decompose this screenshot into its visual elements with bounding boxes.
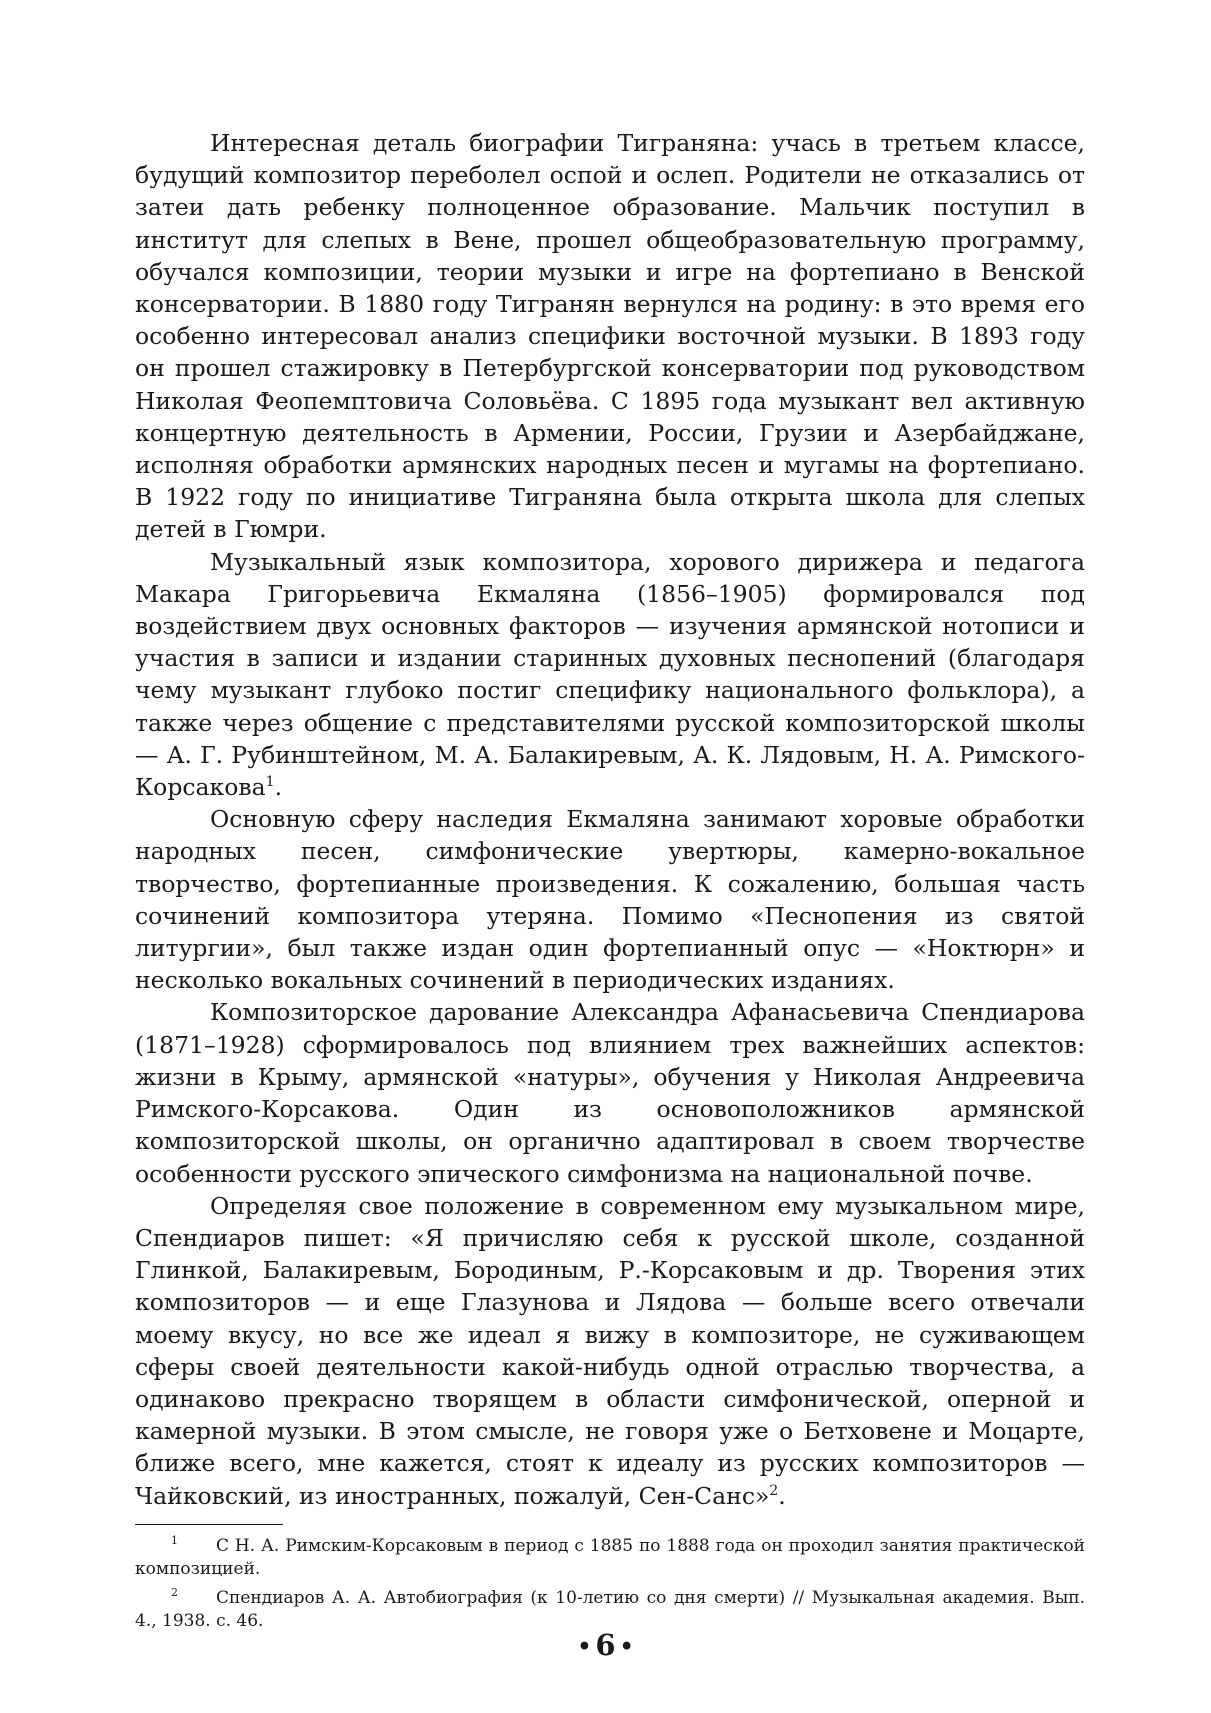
footnote-1-text: С Н. А. Римским-Корсаковым в период с 1885 по 1888 года он проходил занятия практической композицией.: [135, 1535, 1085, 1579]
footnote-ref-2[interactable]: 2: [769, 1482, 779, 1499]
paragraph-spendiarov-quote: [135, 1190, 1085, 1512]
paragraph-quote-end: .: [778, 1481, 786, 1510]
paragraph-ekmalyan: [135, 546, 1085, 804]
page-body: [135, 127, 1085, 1639]
footnote-separator: [135, 1524, 283, 1525]
footnote-2: 2 Спендиаров А. А. Автобиография (к 10-летию со дня смерти) // Музыкальная академия. Вып. 4., 1938. с. 46.: [135, 1586, 1085, 1631]
paragraph-spendiarov: Композиторское дарование Александра Афанасьевича Спендиарова (1871–1928) сформировалось под влиянием трех важнейших аспектов: жизни в Крыму, армянской «натуры», обучения у Николая Андреевича Римского-Корсакова. Один из основоположников армянской композиторской школы, он органично адаптировал в своем творчестве особенности русского эпического симфонизма на национальной почве.: [135, 998, 1085, 1188]
page-number-value: 6: [595, 1628, 616, 1662]
paragraph-quote-text: Определяя свое положение в современном ему музыкальном мире, Спендиаров пишет: «Я причисляю себя к русской школе, созданной Глинкой, Балакиревым, Бородиным, Р.-Корсаковым и др. Творения этих композиторов — и еще Глазунова и Лядова — больше всего отвечали моему вкусу, но все же идеал я вижу в композиторе, не суживающем сферы своей деятельности какой-нибудь одной отраслью творчества, а одинаково прекрасно творящем в области симфонической, оперной и камерной музыки. В этом смысле, не говоря уже о Бетховене и Моцарте, ближе всего, мне кажется, стоят к идеалу из русских композиторов — Чайковский, из иностранных, пожалуй, Сен-Санс»: [135, 1191, 1085, 1510]
paragraph-ekmalyan-legacy: Основную сферу наследия Екмаляна занимают хоровые обработки народных песен, симфонические увертюры, камерно-вокальное творчество, фортепианные произведения. К сожалению, большая часть сочинений композитора утеряна. Помимо «Песнопения из святой литургии», был также издан один фортепианный опус — «Ноктюрн» и несколько вокальных сочинений в периодических изданиях.: [135, 805, 1085, 995]
paragraph-tigranyan: Интересная деталь биографии Тиграняна: учась в третьем классе, будущий композитор переболел оспой и ослеп. Родители не отказались от затеи дать ребенку полноценное образование. Мальчик поступил в институт для слепых в Вене, прошел общеобразовательную программу, обучался композиции, теории музыки и игре на фортепиано в Венской консерватории. В 1880 году Тигранян вернулся на родину: в это время его особенно интересовал анализ специфики восточной музыки. В 1893 году он прошел стажировку в Петербургской консерватории под руководством Николая Феопемптовича Соловьёва. С 1895 года музыкант вел активную концертную деятельность в Армении, России, Грузии и Азербайджане, исполняя обработки армянских народных песен и мугамы на фортепиано. В 1922 году по инициативе Тиграняна была открыта школа для слепых детей в Гюмри.: [135, 129, 1085, 544]
footnote-1: 1 С Н. А. Римским-Корсаковым в период с 1885 по 1888 года он проходил занятия практической композицией.: [135, 1534, 1085, 1579]
footnote-ref-1[interactable]: 1: [265, 774, 275, 791]
paragraph-ekmalyan-end: .: [274, 773, 283, 802]
page-number: [0, 1628, 1211, 1662]
footnote-2-text: Спендиаров А. А. Автобиография (к 10-летию со дня смерти) // Музыкальная академия. Вып. 4., 1938. с. 46.: [135, 1587, 1085, 1631]
bullet-left-icon: •: [577, 1634, 592, 1660]
paragraph-ekmalyan-text: Музыкальный язык композитора, хорового дирижера и педагога Макара Григорьевича Екмаляна (1856–1905) формировался под воздействием двух основных факторов — изучения армянской нотописи и участия в записи и издании старинных духовных песнопений (благодаря чему музыкант глубоко постиг специфику национального фольклора), а также через общение с представителями русской композиторской школы — А. Г. Рубинштейном, М. А. Балакиревым, А. К. Лядовым, Н. А. Римского-Корсакова: [135, 547, 1085, 802]
bullet-right-icon: •: [619, 1634, 634, 1660]
